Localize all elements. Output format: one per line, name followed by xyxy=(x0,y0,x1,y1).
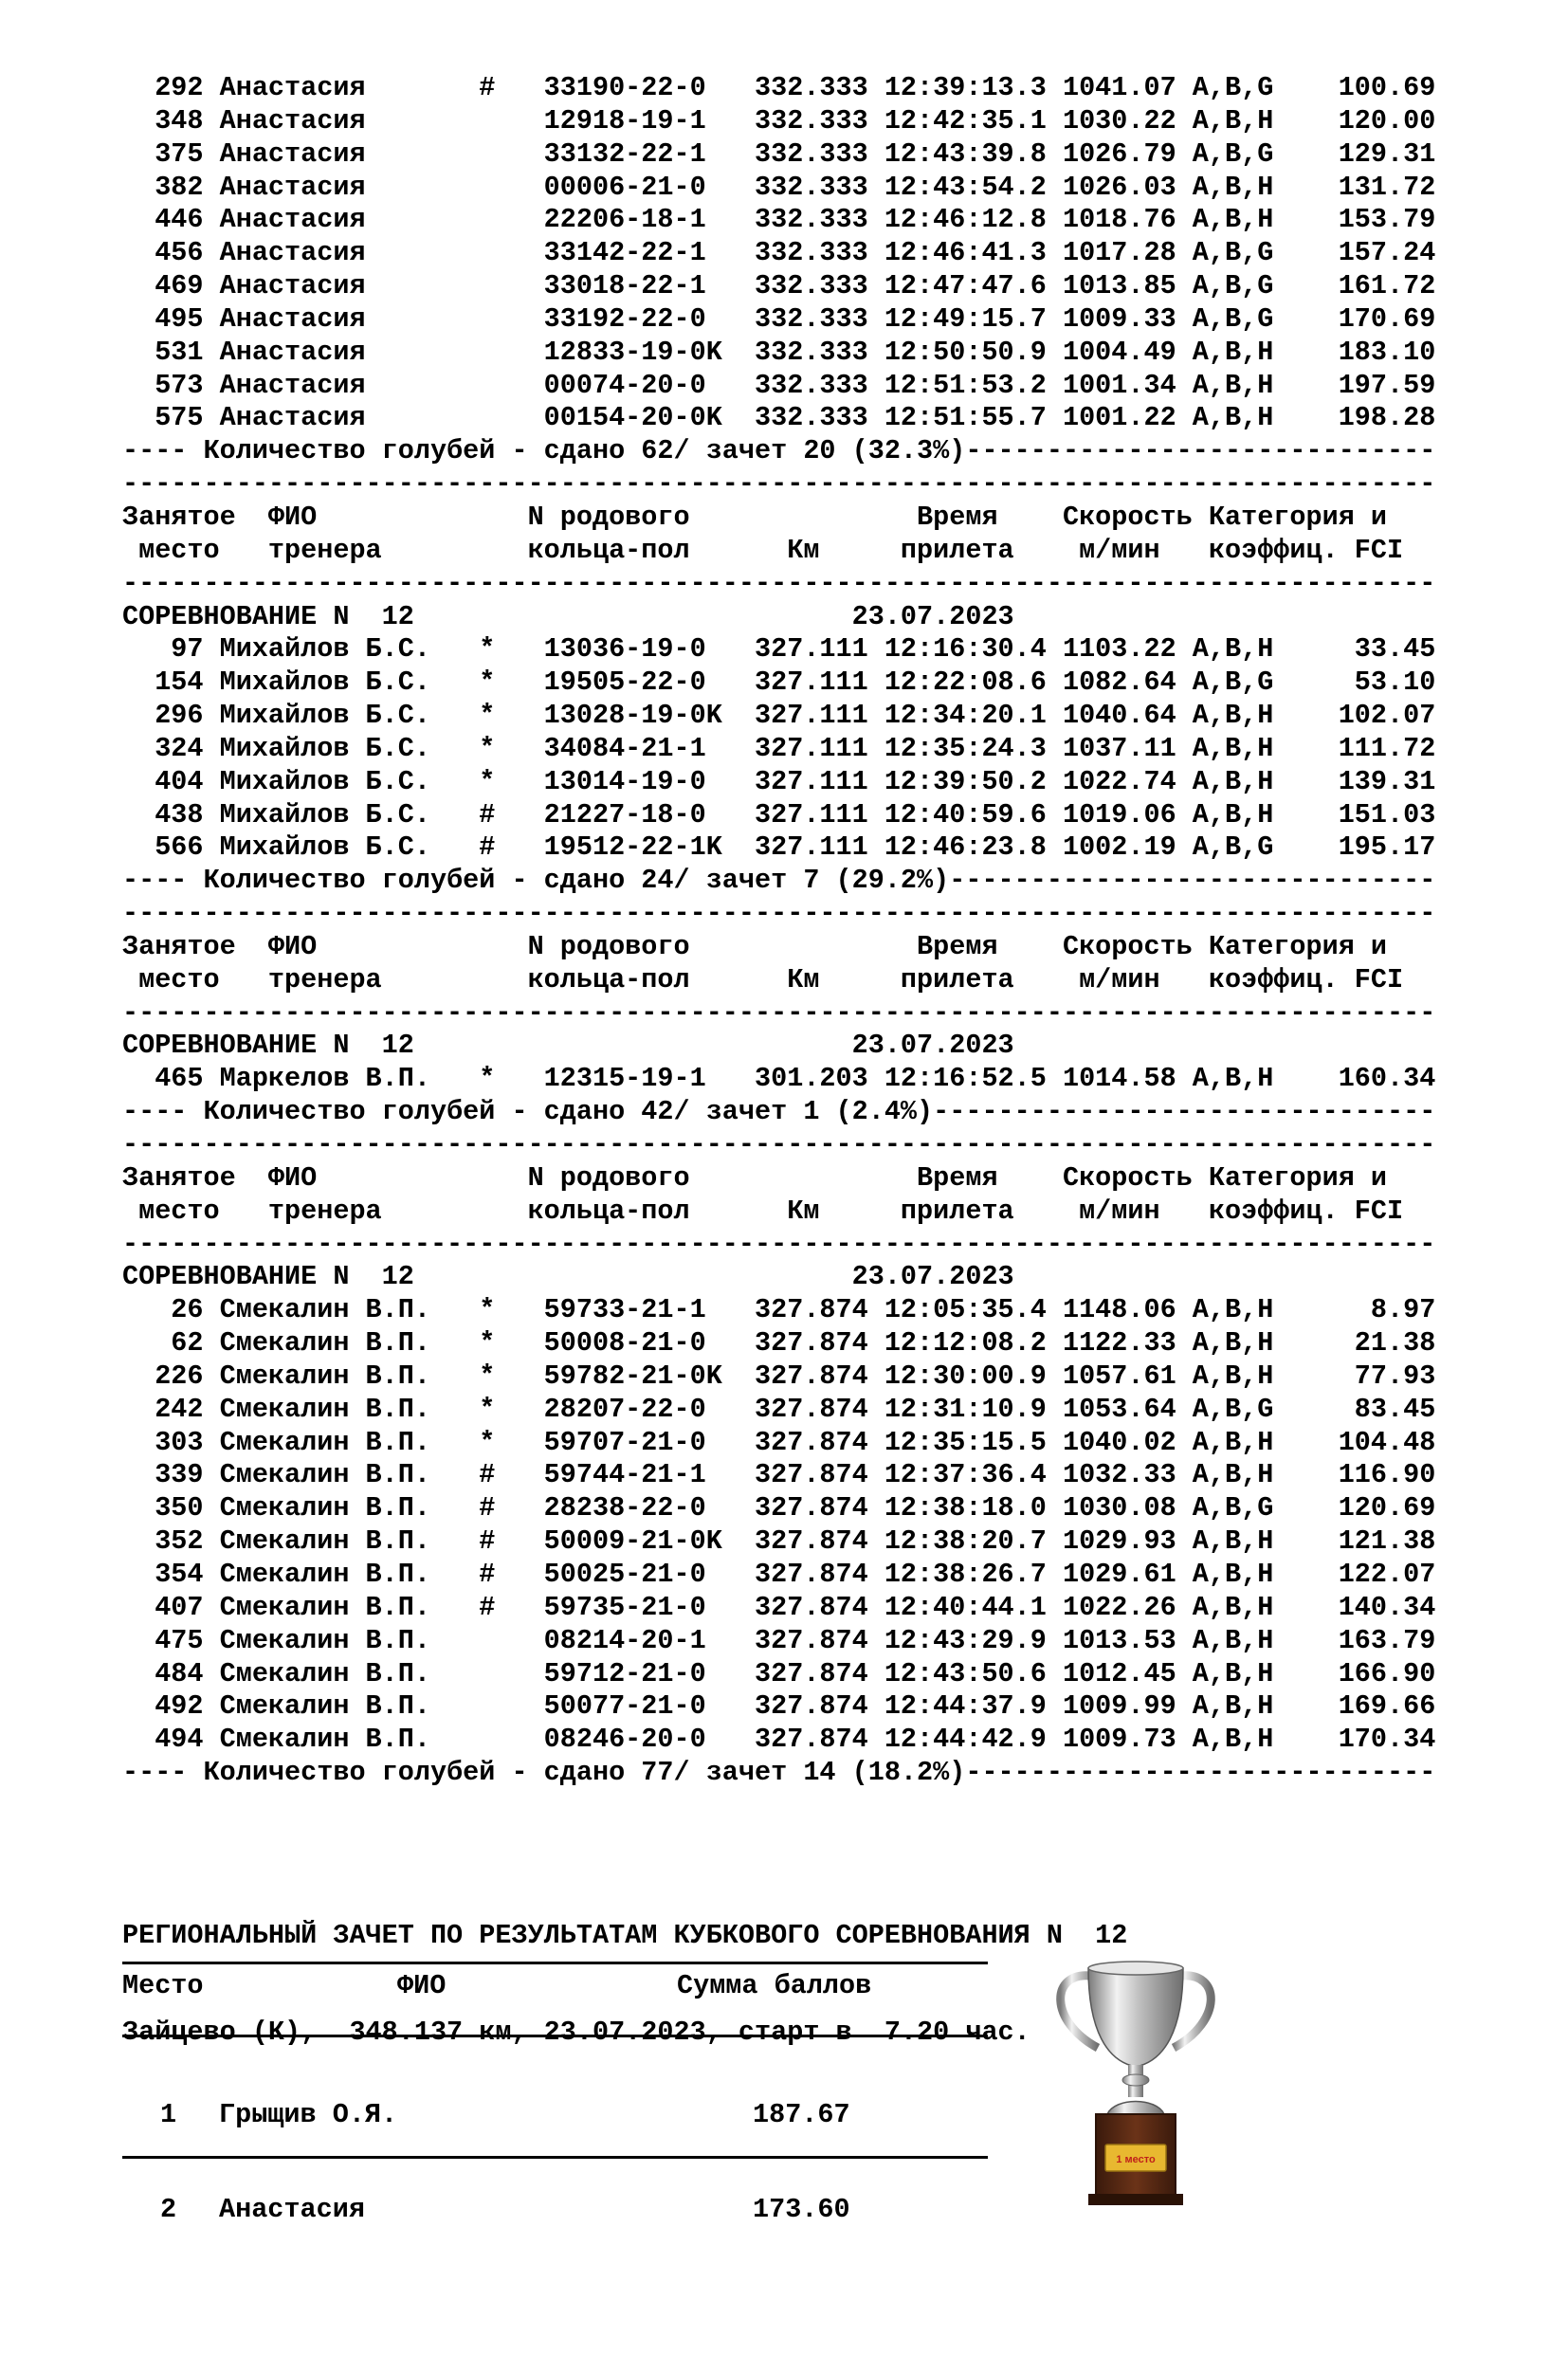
standings-row xyxy=(122,2099,988,2131)
summary-line: ---- Количество голубей - сдано 62/ зачет 20 (32.3%)----------------------------- xyxy=(122,435,1436,467)
result-row: 296 Михайлов Б.С. * 13028-19-0K 327.111 12:34:20.1 1040.64 A,B,H 102.07 xyxy=(122,700,1436,732)
standings-table xyxy=(122,2036,988,2225)
trophy-image xyxy=(1041,1955,1231,2207)
result-row: 303 Смекалин В.П. * 59707-21-0 327.874 12:35:15.5 1040.02 A,B,H 104.48 xyxy=(122,1426,1436,1458)
result-row: 97 Михайлов Б.С. * 13036-19-0 327.111 12:16:30.4 1103.22 A,B,H 33.45 xyxy=(122,633,1436,666)
result-row: 154 Михайлов Б.С. * 19505-22-0 327.111 12:22:08.6 1082.64 A,B,G 53.10 xyxy=(122,666,1436,699)
trophy-icon xyxy=(1041,1955,1231,2207)
result-row: 404 Михайлов Б.С. * 13014-19-0 327.111 12:39:50.2 1022.74 A,B,H 139.31 xyxy=(122,765,1436,797)
summary-line: ---- Количество голубей - сдано 24/ зачет 7 (29.2%)------------------------------ xyxy=(122,865,1436,897)
competition-heading: СОРЕВНОВАНИЕ N 12 23.07.2023 xyxy=(122,600,1014,632)
regional-subtitle: Зайцево (К), 348.137 км, 23.07.2023, старт в 7.20 час. xyxy=(122,2017,1030,2048)
header-score: Сумма баллов xyxy=(677,1970,872,2001)
header-place: Место xyxy=(122,1970,204,2001)
result-row: 465 Маркелов В.П. * 12315-19-1 301.203 12:16:52.5 1014.58 A,B,H 160.34 xyxy=(122,1063,1436,1095)
result-row: 382 Анастасия 00006-21-0 332.333 12:43:54.2 1026.03 A,B,H 131.72 xyxy=(122,171,1436,203)
result-row: 26 Смекалин В.П. * 59733-21-1 327.874 12:05:35.4 1148.06 A,B,H 8.97 xyxy=(122,1294,1436,1326)
result-row: 375 Анастасия 33132-22-1 332.333 12:43:39.8 1026.79 A,B,G 129.31 xyxy=(122,137,1436,170)
result-row: 339 Смекалин В.П. # 59744-21-1 327.874 12:37:36.4 1032.33 A,B,H 116.90 xyxy=(122,1459,1436,1491)
result-row: 352 Смекалин В.П. # 50009-21-0K 327.874 12:38:20.7 1029.93 A,B,H 121.38 xyxy=(122,1525,1436,1558)
result-row: 407 Смекалин В.П. # 59735-21-0 327.874 12:40:44.1 1022.26 A,B,H 140.34 xyxy=(122,1591,1436,1623)
summary-line: ---- Количество голубей - сдано 77/ зачет 14 (18.2%)----------------------------- xyxy=(122,1757,1436,1789)
separator-line: --------------------------------------------------------------------------------- xyxy=(122,1228,1436,1260)
column-header-line: место тренера кольца-пол Км прилета м/мин коэффиц. FCI xyxy=(122,534,1404,566)
result-row: 566 Михайлов Б.С. # 19512-22-1K 327.111 12:46:23.8 1002.19 A,B,G 195.17 xyxy=(122,831,1436,864)
result-row: 348 Анастасия 12918-19-1 332.333 12:42:35.1 1030.22 A,B,H 120.00 xyxy=(122,104,1436,137)
result-row: 62 Смекалин В.П. * 50008-21-0 327.874 12:12:08.2 1122.33 A,B,H 21.38 xyxy=(122,1327,1436,1360)
standings-header xyxy=(122,1962,988,2037)
result-row: 484 Смекалин В.П. 59712-21-0 327.874 12:43:50.6 1012.45 A,B,H 166.90 xyxy=(122,1657,1436,1689)
result-row: 350 Смекалин В.П. # 28238-22-0 327.874 12:38:18.0 1030.08 A,B,G 120.69 xyxy=(122,1492,1436,1524)
results-report xyxy=(122,72,1544,1790)
standings-row xyxy=(122,2194,988,2226)
result-row: 492 Смекалин В.П. 50077-21-0 327.874 12:44:37.9 1009.99 A,B,H 169.66 xyxy=(122,1690,1436,1723)
column-header-line: место тренера кольца-пол Км прилета м/мин коэффиц. FCI xyxy=(122,1195,1404,1227)
result-row: 242 Смекалин В.П. * 28207-22-0 327.874 12:31:10.9 1053.64 A,B,G 83.45 xyxy=(122,1393,1436,1425)
separator-line: --------------------------------------------------------------------------------- xyxy=(122,996,1436,1029)
header-name: ФИО xyxy=(397,1970,447,2001)
result-row: 531 Анастасия 12833-19-0K 332.333 12:50:50.9 1004.49 A,B,H 183.10 xyxy=(122,336,1436,368)
column-header-line: место тренера кольца-пол Км прилета м/мин коэффиц. FCI xyxy=(122,963,1404,995)
result-row: 354 Смекалин В.П. # 50025-21-0 327.874 12:38:26.7 1029.61 A,B,H 122.07 xyxy=(122,1558,1436,1590)
row-name: Грыщив О.Я. xyxy=(219,2099,398,2130)
result-row: 573 Анастасия 00074-20-0 332.333 12:51:53.2 1001.34 A,B,H 197.59 xyxy=(122,369,1436,401)
result-row: 575 Анастасия 00154-20-0K 332.333 12:51:55.7 1001.22 A,B,H 198.28 xyxy=(122,402,1436,434)
column-header-line: Занятое ФИО N родового Время Скорость Категория и xyxy=(122,1161,1388,1194)
result-row: 495 Анастасия 33192-22-0 332.333 12:49:15.7 1009.33 A,B,G 170.69 xyxy=(122,302,1436,335)
row-place: 2 xyxy=(160,2194,177,2225)
result-row: 469 Анастасия 33018-22-1 332.333 12:47:47.6 1013.85 A,B,G 161.72 xyxy=(122,270,1436,302)
competition-heading: СОРЕВНОВАНИЕ N 12 23.07.2023 xyxy=(122,1030,1014,1062)
result-row: 475 Смекалин В.П. 08214-20-1 327.874 12:43:29.9 1013.53 A,B,H 163.79 xyxy=(122,1624,1436,1656)
result-row: 456 Анастасия 33142-22-1 332.333 12:46:41.3 1017.28 A,B,G 157.24 xyxy=(122,237,1436,269)
separator-line: --------------------------------------------------------------------------------- xyxy=(122,567,1436,599)
column-header-line: Занятое ФИО N родового Время Скорость Категория и xyxy=(122,930,1388,962)
plaque-label: 1 место xyxy=(1116,2154,1156,2165)
result-row: 494 Смекалин В.П. 08246-20-0 327.874 12:44:42.9 1009.73 A,B,H 170.34 xyxy=(122,1724,1436,1756)
result-row: 292 Анастасия # 33190-22-0 332.333 12:39:13.3 1041.07 A,B,G 100.69 xyxy=(122,72,1436,103)
result-row: 226 Смекалин В.П. * 59782-21-0K 327.874 12:30:00.9 1057.61 A,B,H 77.93 xyxy=(122,1360,1436,1392)
separator-line: --------------------------------------------------------------------------------- xyxy=(122,468,1436,501)
summary-line: ---- Количество голубей - сдано 42/ зачет 1 (2.4%)------------------------------- xyxy=(122,1096,1436,1128)
result-row: 446 Анастасия 22206-18-1 332.333 12:46:12.8 1018.76 A,B,H 153.79 xyxy=(122,204,1436,236)
row-score: 187.67 xyxy=(753,2099,850,2130)
separator-line: --------------------------------------------------------------------------------- xyxy=(122,1129,1436,1160)
regional-title: РЕГИОНАЛЬНЫЙ ЗАЧЕТ ПО РЕЗУЛЬТАТАМ КУБКОВОГО СОРЕВНОВАНИЯ N 12 xyxy=(122,1920,1128,1951)
separator-line: --------------------------------------------------------------------------------- xyxy=(122,898,1436,930)
result-row: 438 Михайлов Б.С. # 21227-18-0 327.111 12:40:59.6 1019.06 A,B,H 151.03 xyxy=(122,798,1436,831)
row-place: 1 xyxy=(160,2099,177,2130)
row-score: 173.60 xyxy=(753,2194,850,2225)
column-header-line: Занятое ФИО N родового Время Скорость Категория и xyxy=(122,501,1388,533)
result-row: 324 Михайлов Б.С. * 34084-21-1 327.111 12:35:24.3 1037.11 A,B,H 111.72 xyxy=(122,732,1436,764)
row-name: Анастасия xyxy=(219,2194,365,2225)
competition-heading: СОРЕВНОВАНИЕ N 12 23.07.2023 xyxy=(122,1261,1014,1293)
